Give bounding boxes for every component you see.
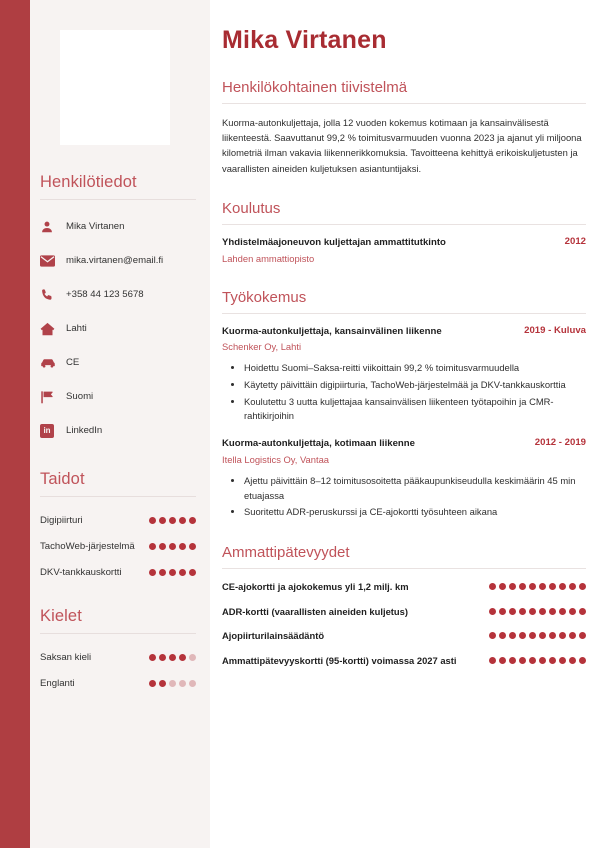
rating-dot-empty bbox=[179, 680, 186, 687]
education-heading: Koulutus bbox=[222, 199, 281, 217]
page-title: Mika Virtanen bbox=[222, 26, 387, 54]
rating-dot-filled bbox=[539, 608, 546, 615]
rating-dot-filled bbox=[539, 583, 546, 590]
skill-label: DKV-tankkauskortti bbox=[40, 566, 122, 578]
contact-item-name bbox=[40, 210, 196, 244]
linkedin-icon: in bbox=[40, 421, 66, 441]
rating-dot-filled bbox=[189, 543, 196, 550]
experience-organization: Schenker Oy, Lahti bbox=[222, 341, 302, 353]
rating-dot-filled bbox=[549, 632, 556, 639]
rating-dot-filled bbox=[149, 543, 156, 550]
contact-value-email: mika.virtanen@email.fi bbox=[66, 255, 164, 267]
rating-dot-filled bbox=[579, 583, 586, 590]
competency-label: ADR-kortti (vaarallisten aineiden kuljetus) bbox=[222, 605, 408, 617]
rating-dot-filled bbox=[149, 654, 156, 661]
skill-rating-dots bbox=[149, 569, 196, 576]
personal-details-section bbox=[30, 173, 210, 448]
rating-dot-filled bbox=[539, 632, 546, 639]
rating-dot-filled bbox=[489, 632, 496, 639]
education-entry-header bbox=[222, 236, 586, 250]
rating-dot-filled bbox=[529, 608, 536, 615]
languages-section bbox=[30, 607, 210, 696]
rating-dot-filled bbox=[189, 517, 196, 524]
divider bbox=[40, 199, 196, 200]
rating-dot-empty bbox=[169, 680, 176, 687]
competency-item bbox=[222, 654, 586, 668]
list-item: • Ajettu päivittäin 8–12 toimitusosoitetta pääkaupunkiseudulla keskimäärin 45 min etuajassa bbox=[244, 474, 586, 503]
rating-dot-filled bbox=[569, 608, 576, 615]
person-icon bbox=[40, 217, 66, 237]
experience-entry bbox=[222, 325, 586, 424]
rating-dot-filled bbox=[529, 657, 536, 664]
left-accent-stripe bbox=[0, 0, 30, 848]
competency-item bbox=[222, 605, 586, 619]
education-title: Yhdistelmäajoneuvon kuljettajan ammattitutkinto bbox=[222, 236, 446, 248]
rating-dot-filled bbox=[149, 569, 156, 576]
rating-dot-filled bbox=[579, 608, 586, 615]
contact-value-nationality: Suomi bbox=[66, 391, 94, 403]
rating-dot-filled bbox=[499, 608, 506, 615]
list-item: • Käytetty päivittäin digipiirturia, TachoWeb-järjestelmää ja DKV-tankkauskorttia bbox=[244, 378, 586, 393]
rating-dot-filled bbox=[499, 583, 506, 590]
contact-value-license: CE bbox=[66, 357, 80, 369]
language-item bbox=[40, 644, 196, 670]
rating-dot-empty bbox=[189, 654, 196, 661]
rating-dot-filled bbox=[159, 517, 166, 524]
competencies-list bbox=[222, 580, 586, 668]
experience-date: 2019 - Kuluva bbox=[524, 324, 586, 336]
summary-text: Kuorma-autonkuljettaja, jolla 12 vuoden kokemus kotimaan ja kansainvälisestä liikenteestä. Saavuttanut 99,2 % toimitusvarmuuden vuonna 2023 ja ajanut yli miljoona kilometriä ilman vakavia liikennerikkomuksia. Tavoitteena kehittyä erikoiskuljetusten ja vaarallisten aineiden kuljetuksen asiantuntijaksi. bbox=[222, 117, 582, 174]
email-icon bbox=[40, 251, 66, 271]
education-entry bbox=[222, 236, 586, 265]
rating-dot-filled bbox=[179, 543, 186, 550]
rating-dot-filled bbox=[509, 608, 516, 615]
competency-rating-dots bbox=[489, 654, 586, 664]
competency-rating-dots bbox=[489, 580, 586, 590]
contact-list bbox=[40, 210, 196, 448]
skill-item bbox=[40, 559, 196, 585]
contact-value-location: Lahti bbox=[66, 323, 87, 335]
skills-list bbox=[40, 507, 196, 585]
rating-dot-filled bbox=[549, 657, 556, 664]
flag-icon bbox=[40, 387, 66, 407]
experience-bullets bbox=[222, 361, 586, 424]
language-item bbox=[40, 670, 196, 696]
contact-item-license bbox=[40, 346, 196, 380]
rating-dot-filled bbox=[559, 608, 566, 615]
skill-rating-dots bbox=[149, 517, 196, 524]
experience-bullets bbox=[222, 474, 586, 520]
skill-label: TachoWeb-järjestelmä bbox=[40, 540, 135, 552]
languages-list bbox=[40, 644, 196, 696]
rating-dot-filled bbox=[169, 517, 176, 524]
education-organization: Lahden ammattiopisto bbox=[222, 252, 315, 264]
profile-photo-placeholder bbox=[60, 30, 170, 145]
rating-dot-filled bbox=[569, 657, 576, 664]
experience-title: Kuorma-autonkuljettaja, kotimaan liikenne bbox=[222, 438, 415, 450]
rating-dot-filled bbox=[489, 608, 496, 615]
contact-item-linkedin[interactable] bbox=[40, 414, 196, 448]
divider bbox=[222, 103, 586, 104]
list-item: • Koulutettu 3 uutta kuljettajaa kansainvälisen liikenteen työtapoihin ja CMR-rahtikirjoihin bbox=[244, 395, 586, 424]
skill-label: Digipiirturi bbox=[40, 514, 83, 526]
rating-dot-filled bbox=[579, 632, 586, 639]
competency-rating-dots bbox=[489, 605, 586, 615]
rating-dot-filled bbox=[169, 569, 176, 576]
rating-dot-filled bbox=[559, 632, 566, 639]
skill-item bbox=[40, 507, 196, 533]
rating-dot-filled bbox=[529, 632, 536, 639]
contact-value-linkedin: LinkedIn bbox=[66, 425, 103, 437]
contact-value-phone: +358 44 123 5678 bbox=[66, 289, 144, 301]
rating-dot-filled bbox=[149, 680, 156, 687]
divider bbox=[222, 313, 586, 314]
competency-rating-dots bbox=[489, 629, 586, 639]
skills-heading: Taidot bbox=[40, 470, 85, 488]
rating-dot-filled bbox=[549, 608, 556, 615]
rating-dot-filled bbox=[179, 517, 186, 524]
divider bbox=[40, 633, 196, 634]
sidebar bbox=[30, 0, 210, 848]
personal-details-heading: Henkilötiedot bbox=[40, 173, 137, 191]
experience-heading: Työkokemus bbox=[222, 288, 307, 306]
rating-dot-filled bbox=[519, 583, 526, 590]
divider bbox=[222, 568, 586, 569]
competency-label: Ajopiirturilainsäädäntö bbox=[222, 630, 325, 642]
rating-dot-filled bbox=[529, 583, 536, 590]
contact-item-location bbox=[40, 312, 196, 346]
contact-item-nationality bbox=[40, 380, 196, 414]
skill-rating-dots bbox=[149, 543, 196, 550]
main-content bbox=[210, 0, 600, 848]
rating-dot-filled bbox=[509, 583, 516, 590]
rating-dot-filled bbox=[179, 654, 186, 661]
rating-dot-filled bbox=[579, 657, 586, 664]
education-date: 2012 bbox=[564, 235, 586, 247]
rating-dot-filled bbox=[569, 583, 576, 590]
language-label: Englanti bbox=[40, 677, 75, 689]
competency-label: CE-ajokortti ja ajokokemus yli 1,2 milj. km bbox=[222, 580, 409, 592]
language-label: Saksan kieli bbox=[40, 651, 92, 663]
rating-dot-filled bbox=[169, 543, 176, 550]
rating-dot-filled bbox=[519, 657, 526, 664]
rating-dot-filled bbox=[559, 657, 566, 664]
rating-dot-filled bbox=[169, 654, 176, 661]
rating-dot-filled bbox=[159, 569, 166, 576]
contact-item-phone[interactable] bbox=[40, 278, 196, 312]
experience-entry-header bbox=[222, 325, 586, 339]
rating-dot-filled bbox=[499, 632, 506, 639]
home-icon bbox=[40, 319, 66, 339]
rating-dot-filled bbox=[189, 569, 196, 576]
experience-entry-header bbox=[222, 437, 586, 451]
rating-dot-filled bbox=[569, 632, 576, 639]
languages-heading: Kielet bbox=[40, 607, 82, 625]
rating-dot-filled bbox=[499, 657, 506, 664]
rating-dot-filled bbox=[509, 632, 516, 639]
rating-dot-filled bbox=[489, 657, 496, 664]
competency-item bbox=[222, 629, 586, 643]
car-icon bbox=[40, 353, 66, 373]
competency-label: Ammattipätevyyskortti (95-kortti) voimassa 2027 asti bbox=[222, 654, 457, 666]
rating-dot-filled bbox=[159, 680, 166, 687]
rating-dot-filled bbox=[559, 583, 566, 590]
skills-section bbox=[30, 470, 210, 585]
experience-date: 2012 - 2019 bbox=[534, 437, 586, 449]
language-rating-dots bbox=[149, 654, 196, 661]
list-item: • Hoidettu Suomi–Saksa-reitti viikoittain 99,2 % toimitusvarmuudella bbox=[244, 361, 586, 376]
language-rating-dots bbox=[149, 680, 196, 687]
competency-item bbox=[222, 580, 586, 594]
experience-organization: Itella Logistics Oy, Vantaa bbox=[222, 453, 329, 465]
rating-dot-filled bbox=[159, 654, 166, 661]
competencies-heading: Ammattipätevyydet bbox=[222, 543, 350, 561]
rating-dot-filled bbox=[539, 657, 546, 664]
rating-dot-filled bbox=[509, 657, 516, 664]
rating-dot-filled bbox=[519, 608, 526, 615]
rating-dot-filled bbox=[179, 569, 186, 576]
rating-dot-filled bbox=[489, 583, 496, 590]
phone-icon bbox=[40, 285, 66, 305]
contact-value-name: Mika Virtanen bbox=[66, 221, 125, 233]
experience-entry bbox=[222, 437, 586, 520]
rating-dot-filled bbox=[519, 632, 526, 639]
contact-item-email[interactable] bbox=[40, 244, 196, 278]
rating-dot-empty bbox=[189, 680, 196, 687]
list-item: • Suoritettu ADR-peruskurssi ja CE-ajokortti työsuhteen aikana bbox=[244, 505, 586, 520]
divider bbox=[40, 496, 196, 497]
rating-dot-filled bbox=[159, 543, 166, 550]
rating-dot-filled bbox=[149, 517, 156, 524]
skill-item bbox=[40, 533, 196, 559]
divider bbox=[222, 224, 586, 225]
experience-title: Kuorma-autonkuljettaja, kansainvälinen liikenne bbox=[222, 325, 442, 337]
summary-heading: Henkilökohtainen tiivistelmä bbox=[222, 79, 408, 96]
rating-dot-filled bbox=[549, 583, 556, 590]
